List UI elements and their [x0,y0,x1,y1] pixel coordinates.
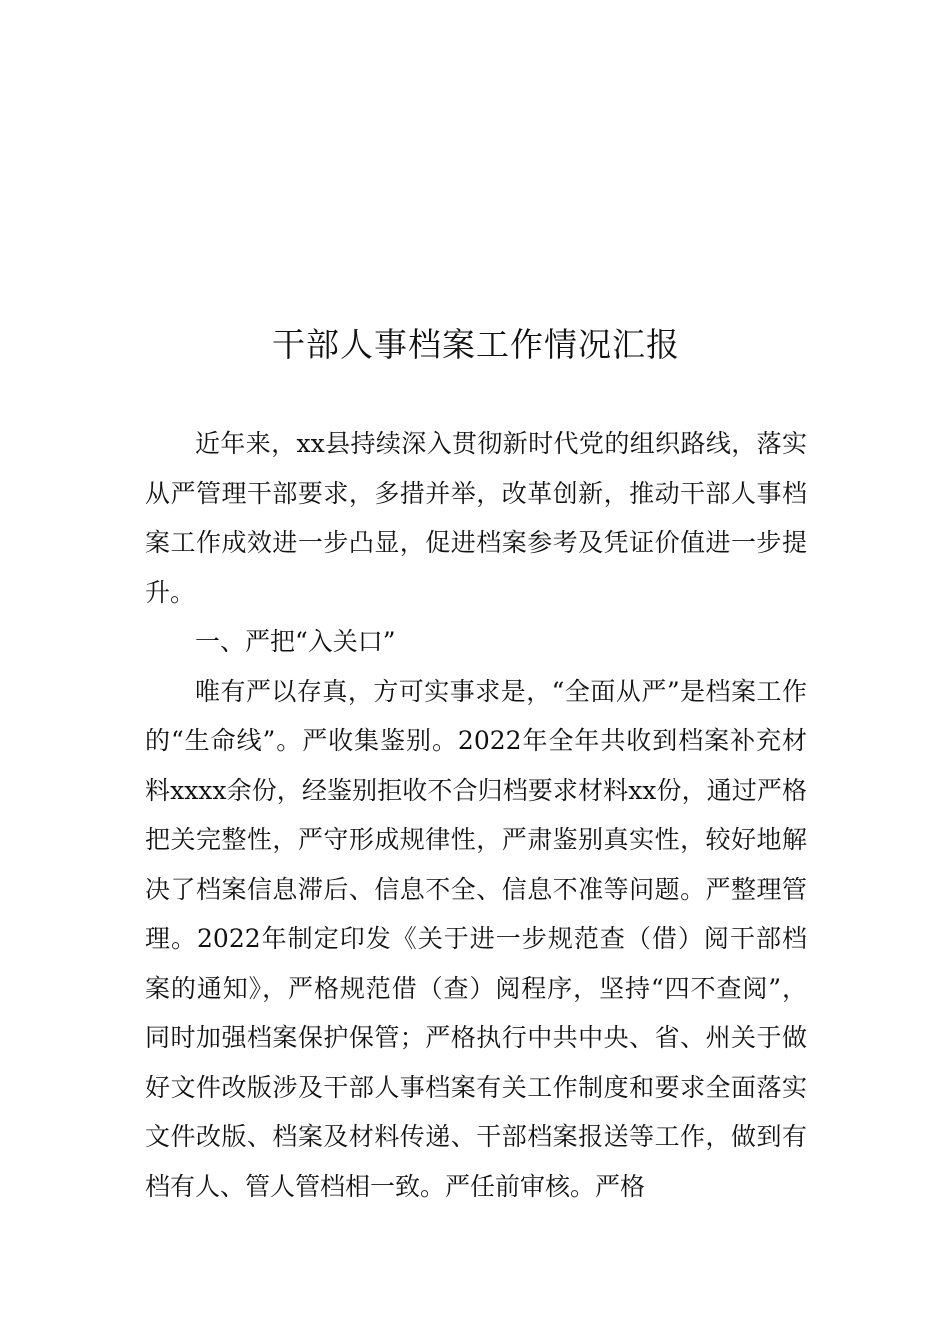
section-1-paragraph: 唯有严以存真，方可实事求是，“全面从严”是档案工作的“生命线”。严收集鉴别。2022年全年共收到档案补充材料xxxx余份，经鉴别拒收不合归档要求材料xx份，通过严格把关完整性，严守形成规律性，严肃鉴别真实性，较好地解决了档案信息滞后、信息不全、信息不准等问题。严整理管理。2022年制定印发《关于进一步规范查（借）阅干部档案的通知》，严格规范借（查）阅程序，坚持“四不查阅”，同时加强档案保护保管；严格执行中共中央、省、州关于做好文件改版涉及干部人事档案有关工作制度和要求全面落实文件改版、档案及材料传递、干部档案报送等工作，做到有档有人、管人管档相一致。严任前审核。严格 [145,676,807,1201]
intro-paragraph: 近年来，xx县持续深入贯彻新时代党的组织路线，落实从严管理干部要求，多措并举，改革创新，推动干部人事档案工作成效进一步凸显，促进档案参考及凭证价值进一步提升。 [145,429,807,607]
section-heading-1: 一、严把“入关口” [195,627,396,656]
document-body [145,419,807,1211]
document-title: 干部人事档案工作情况汇报 [272,325,680,364]
